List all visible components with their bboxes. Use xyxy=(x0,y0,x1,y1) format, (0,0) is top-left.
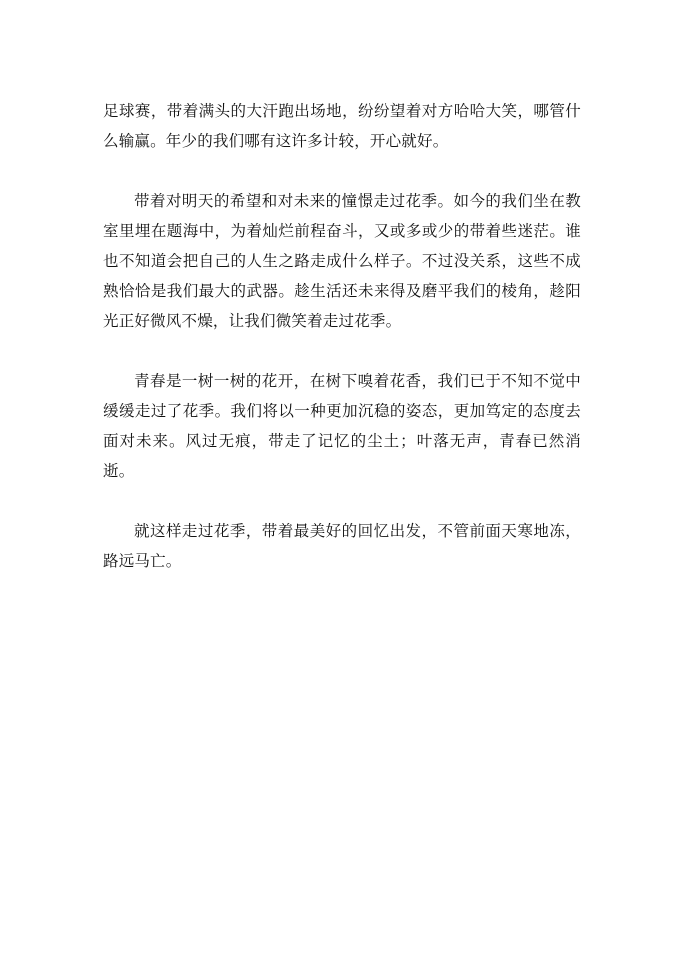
paragraph-4: 就这样走过花季，带着最美好的回忆出发，不管前面天寒地冻，路远马亡。 xyxy=(103,522,581,570)
paragraph-1: 足球赛，带着满头的大汗跑出场地，纷纷望着对方哈哈大笑，哪管什么输赢。年少的我们哪有这许多计较，开心就好。 xyxy=(103,102,581,150)
document-body xyxy=(103,96,581,606)
paragraph-2: 带着对明天的希望和对未来的憧憬走过花季。如今的我们坐在教室里埋在题海中，为着灿烂前程奋斗，又或多或少的带着些迷茫。谁也不知道会把自己的人生之路走成什么样子。不过没关系，这些不成熟恰恰是我们最大的武器。趁生活还未来得及磨平我们的棱角，趁阳光正好微风不燥，让我们微笑着走过花季。 xyxy=(103,192,581,330)
paragraph-3: 青春是一树一树的花开，在树下嗅着花香，我们已于不知不觉中缓缓走过了花季。我们将以一种更加沉稳的姿态，更加笃定的态度去面对未来。风过无痕，带走了记忆的尘土；叶落无声，青春已然消逝。 xyxy=(103,372,581,480)
